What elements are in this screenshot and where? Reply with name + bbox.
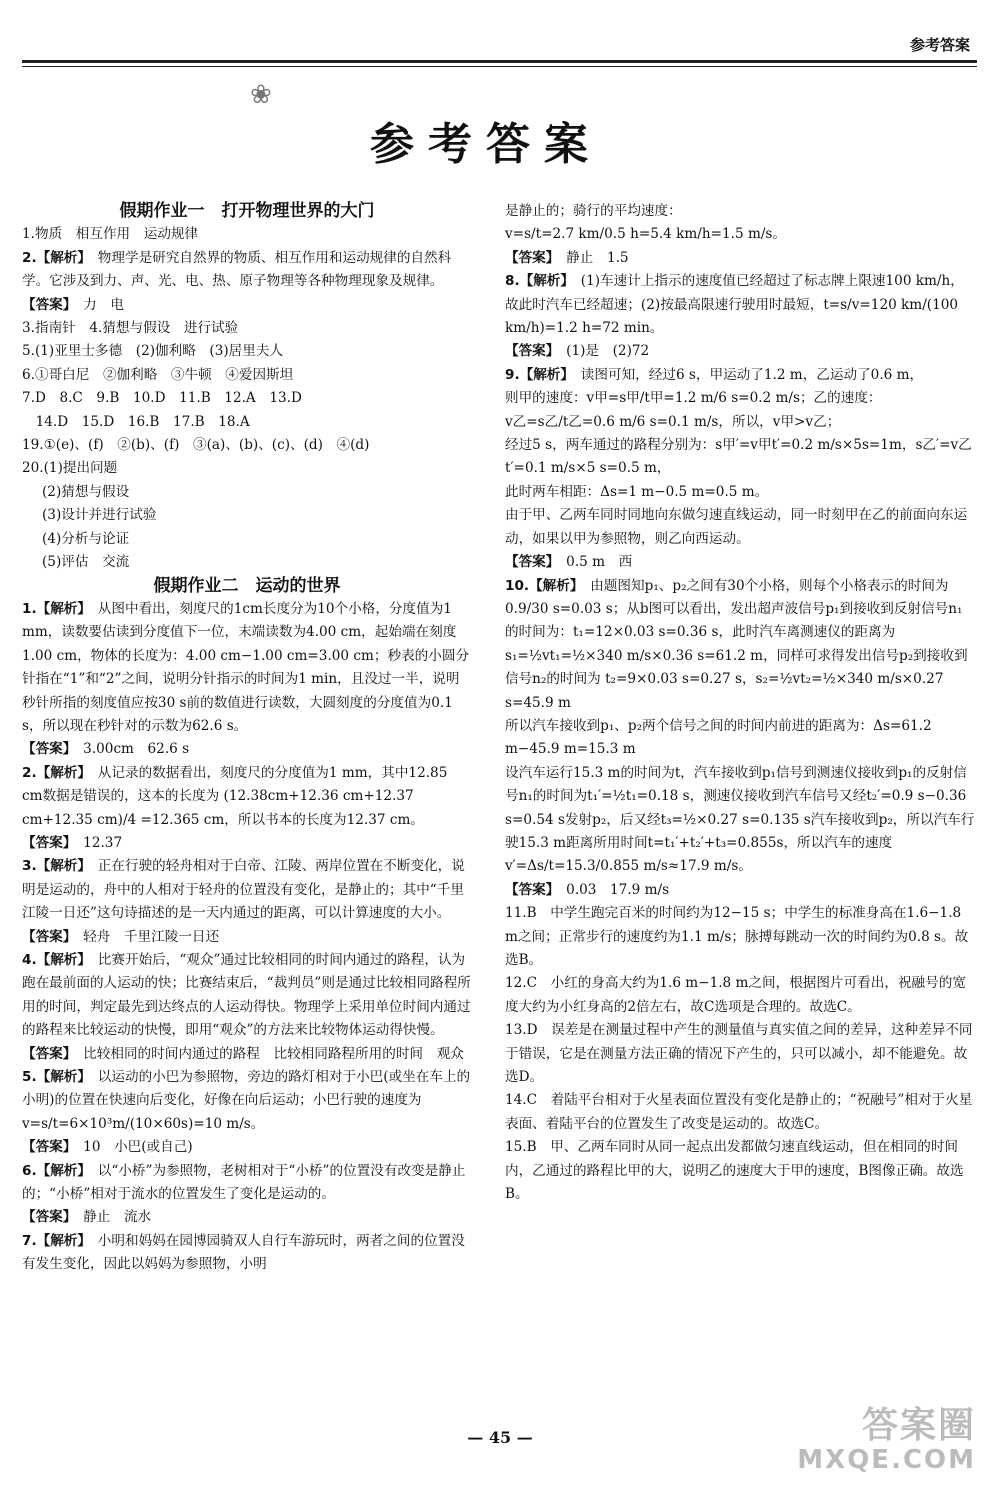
answer-text: 12.37 [69,834,123,851]
answer-text: 0.5 m 西 [552,554,633,571]
answer-line [22,434,472,457]
decoration-icon: ❀ [250,80,272,110]
answer-line [505,902,975,972]
answer-text: 0.03 17.9 m/s [552,881,670,898]
answer-line [22,528,472,551]
answer-line [505,762,975,879]
answer-text: 6.①哥白尼 ②伽利略 ③牛顿 ④爱因斯坦 [22,366,294,383]
answer-text: 小明和妈妈在园博园骑双人自行车游玩时，两者之间的位置没有发生变化，因此以妈妈为参照物，小明 [22,1232,465,1273]
answer-tag: 【答案】 [22,741,70,758]
answer-tag: 2.【解析】 [22,764,85,781]
answer-tag: 【答案】 [22,928,70,945]
answer-text: 所以汽车接收到p₁、p₂两个信号之间的时间内前进的距离为：Δs=61.2 m−45.9 m=15.3 m [505,717,932,758]
answer-line [22,317,472,340]
answer-line [22,364,472,387]
answer-text: 比较相同的时间内通过的路程 比较相同路程所用的时间 观众 [69,1045,464,1062]
answer-line [22,738,472,761]
answer-line [505,364,975,387]
answer-text: 设汽车运行15.3 m的时间为t，汽车接收到p₁信号到测速仪接收到p₁的反射信号n₁的时间为t₁′=½t₁=0.18 s，测速仪接收到汽车信号又经t₂′=0.9 s−0.36 s=0.54 s发射p₂，后又经t₃=½×0.27 s=0.135 s汽车接收到p₂，所以汽车行驶15.3 m距离所用时间t=t₁′+t₂′+t₃=0.855s，所以汽车的速度 v′=Δs/t=15.3/0.855 m/s≈17.9 m/s。 [505,764,975,875]
answer-tag: 【答案】 [505,881,553,898]
answer-text: 读图可知，经过6 s，甲运动了1.2 m，乙运动了0.6 m， [567,366,924,383]
answer-text: 静止 1.5 [552,249,629,266]
answer-text: (5)评估 交流 [42,554,130,571]
answer-line [22,1160,472,1207]
answer-text: 从图中看出，刻度尺的1cm长度分为10个小格，分度值为1 mm，读数要估读到分度值下一位，末端读数为4.00 cm，起始端在刻度1.00 cm，物体的长度为：4.00 cm−1.00 cm=3.00 cm；秒表的小圆分针指在“1”和“2”之间，说明分针指示的时间为1 min，且没过一半，说明秒针所指的刻度值应按30 s前的数值进行读数，大圆刻度的分度值为0.1 s，所以现在秒针对的示数为62.6 s。 [22,600,470,734]
answer-tag: 6.【解析】 [22,1162,85,1179]
answer-line [505,270,975,340]
answer-text: 3.指南针 4.猜想与假设 进行试验 [22,320,239,337]
answer-text: 11.B 中学生跑完百米的时间约为12−15 s；中学生的标准身高在1.6−1.8 m之间；正常步行的速度约为1.1 m/s；脉搏每跳动一次的时间约为0.8 s。故选B。 [505,905,969,968]
answer-line [22,340,472,363]
answer-text: 14.D 15.D 16.B 17.B 18.A [22,413,250,430]
answer-text: 是静止的；骑行的平均速度： [505,203,682,219]
section-title: 假期作业一 打开物理世界的大门 [119,201,375,221]
answer-line [22,1043,472,1066]
answer-text: 15.B 甲、乙两车同时从同一起点出发都做匀速直线运动，但在相同的时间内，乙通过的路程比甲的大，说明乙的速度大于甲的速度，B图像正确。故选B。 [505,1139,964,1203]
answer-line [22,294,472,317]
answer-text: 13.D 误差是在测量过程中产生的测量值与真实值之间的差异，这种差异不同于错误，它是在测量方法正确的情况下产生的，只可以减小，却不能避免。故选D。 [505,1022,973,1086]
answer-line [505,411,975,434]
answer-tag: 【答案】 [22,296,70,313]
answer-text: 正在行驶的轻舟相对于白帝、江陵、两岸位置在不断变化，说明是运动的，舟中的人相对于轻舟的位置没有变化，是静止的；其中“千里江陵一日还”这句诗描述的是一天内通过的距离，可以计算速度的大小。 [22,858,465,922]
answer-tag: 8.【解析】 [505,273,568,290]
answer-text: 19.①(e)、(f) ②(b)、(f) ③(a)、(b)、(c)、(d) ④(d) [22,437,370,454]
answer-text: 以“小桥”为参照物，老树相对于“小桥”的位置没有改变是静止的；“小桥”相对于流水的位置发生了变化是运动的。 [22,1162,466,1203]
answer-tag: 1.【解析】 [22,600,85,617]
answer-tag: 【答案】 [505,554,553,571]
running-title: 参考答案 [909,36,970,54]
watermark-text: 答案圈 [861,1405,976,1446]
answer-text: 10 小巴(或自己) [69,1139,193,1156]
header-rule-thin [22,66,977,67]
answer-line [22,1206,472,1229]
answer-tag: 【答案】 [22,1209,70,1226]
answer-text: 物理学是研究自然界的物质、相互作用和运动规律的自然科学。它涉及到力、声、光、电、热、原子物理等各种物理现象及规律。 [22,249,452,290]
answer-line [22,504,472,527]
answer-line [22,926,472,949]
answer-line [505,504,975,551]
answer-tag: 9.【解析】 [505,366,568,383]
answer-text: 20.(1)提出问题 [22,460,118,477]
answer-line [505,481,975,504]
answer-line [22,223,472,246]
answer-text: 静止 流水 [69,1209,152,1226]
answer-line [505,575,975,715]
answer-text: v=s/t=2.7 km/0.5 h=5.4 km/h=1.5 m/s。 [505,226,786,243]
answer-line [505,247,975,270]
watermark-logo [786,1397,986,1487]
answer-text: 力 电 [69,296,124,313]
answer-tag: 2.【解析】 [22,249,85,266]
answer-tag: 【答案】 [22,1045,70,1062]
answer-line [505,972,975,1019]
answer-text: (3)设计并进行试验 [42,507,157,524]
answer-tag: 【答案】 [22,1139,70,1156]
answer-text: 此时两车相距：Δs=1 m−0.5 m=0.5 m。 [505,483,769,500]
answer-line [505,200,975,223]
answer-text: 由题图知p₁、p₂之间有30个小格，则每个小格表示的时间为0.9/30 s=0.03 s；从b图可以看出，发出超声波信号p₁到接收到反射信号n₁的时间为：t₁=12×0.03 s=0.36 s，此时汽车离测速仪的距离为 s₁=½vt₁=½×340 m/s×0.36 s=61.2 m，同样可求得发出信号p₂到接收到信号n₂的时间为 t₂=9×0.03 s=0.27 s，s₂=½vt₂=½×340 m/s×0.27 s=45.9 m [505,577,968,711]
answer-text: 3.00cm 62.6 s [69,741,190,758]
page-title: 参考答案 [370,119,602,170]
answer-line [505,434,975,481]
answer-text: (1)车速计上指示的速度值已经超过了标志牌上限速100 km/h，故此时汽车已经超速；(2)按最高限速行驶用时最短，t=s/v=120 km/(100 km/h)=1.2 h=72 min。 [505,273,964,337]
answer-line [22,387,472,410]
answer-text: (1)是 (2)72 [552,343,650,360]
answer-tag: 4.【解析】 [22,952,85,968]
answer-text: 则甲的速度：v甲=s甲/t甲=1.2 m/6 s=0.2 m/s；乙的速度： [505,390,882,407]
answer-tag: 【答案】 [22,834,70,851]
answer-text: (2)猜想与假设 [42,483,130,500]
answer-line [505,1089,975,1136]
answer-line [22,598,472,738]
answer-text: 比赛开始后，“观众”通过比较相同的时间内通过的路程，认为跑在最前面的人运动的快；比赛结束后，“裁判员”则是通过比较相同路程所用的时间，判定最先到达终点的人运动得快。物理学上采用单位时间内通过的路程来比较运动的快慢，即用“观众”的方法来比较物体运动得快慢。 [22,952,471,1039]
answer-text: 1.物质 相互作用 运动规律 [22,226,199,243]
answer-tag: 【答案】 [505,343,553,360]
answer-text: 7.D 8.C 9.B 10.D 11.B 12.A 13.D [22,390,302,407]
answer-tag: 7.【解析】 [22,1232,85,1249]
answer-line [505,340,975,363]
answer-tag: 3.【解析】 [22,858,85,875]
answer-line [505,387,975,410]
page-number: — 45 — [467,1428,533,1447]
answer-text: (4)分析与论证 [42,530,130,547]
answer-line [22,762,472,832]
answer-text: 轻舟 千里江陵一日还 [69,928,220,945]
answer-text: 5.(1)亚里士多德 (2)伽利略 (3)居里夫人 [22,343,284,360]
answer-line [505,879,975,902]
answer-line [505,715,975,762]
watermark-url: MXQE.COM [797,1445,976,1475]
answer-line [505,551,975,574]
answer-line [22,551,472,574]
answer-line [505,223,975,246]
answer-text: 从记录的数据看出，刻度尺的分度值为1 mm，其中12.85 cm数据是错误的，这本的长度为 (12.38cm+12.36 cm+12.37 cm+12.35 cm)/4 =12.365 cm，所以书本的长度为12.37 cm。 [22,764,448,828]
answer-line [22,832,472,855]
answer-line [22,457,472,480]
right-column [505,200,975,1206]
answer-line [22,247,472,294]
answer-tag: 【答案】 [505,249,553,266]
answer-line [505,1136,975,1206]
answer-text: 经过5 s，两车通过的路程分别为：s甲′=v甲t′=0.2 m/s×5s=1m，s乙′=v乙t′=0.1 m/s×5 s=0.5 m， [505,437,972,477]
left-column [22,200,472,1277]
header-rule [22,60,977,63]
answer-text: 14.C 着陆平台相对于火星表面位置没有变化是静止的；“祝融号”相对于火星表面、着陆平台的位置发生了改变是运动的。故选C。 [505,1092,973,1132]
answer-text: 以运动的小巴为参照物，旁边的路灯相对于小巴(或坐在车上的小明)的位置在快速向后变化，好像在向后运动；小巴行驶的速度为 v=s/t=6×10³m/(10×60s)=10 m/s。 [22,1069,471,1132]
answer-tag: 10.【解析】 [505,577,577,594]
answer-text: v乙=s乙/t乙=0.6 m/6 s=0.1 m/s，所以，v甲>v乙； [505,413,841,430]
answer-text: 12.C 小红的身高大约为1.6 m−1.8 m之间，根据图片可看出，祝融号的宽度大约为小红身高的2倍左右，故C选项是合理的。故选C。 [505,975,966,1015]
answer-line [22,1066,472,1136]
answer-line [22,411,472,434]
answer-line [22,855,472,925]
answer-text: 由于甲、乙两车同时同地向东做匀速直线运动，同一时刻甲在乙的前面向东运动，如果以甲为参照物，则乙向西运动。 [505,507,968,547]
answer-line [22,1230,472,1277]
answer-tag: 5.【解析】 [22,1069,85,1086]
answer-line [22,481,472,504]
answer-line [505,1019,975,1089]
section-title: 假期作业二 运动的世界 [153,575,341,596]
answer-line [22,1136,472,1159]
answer-line [22,949,472,1043]
